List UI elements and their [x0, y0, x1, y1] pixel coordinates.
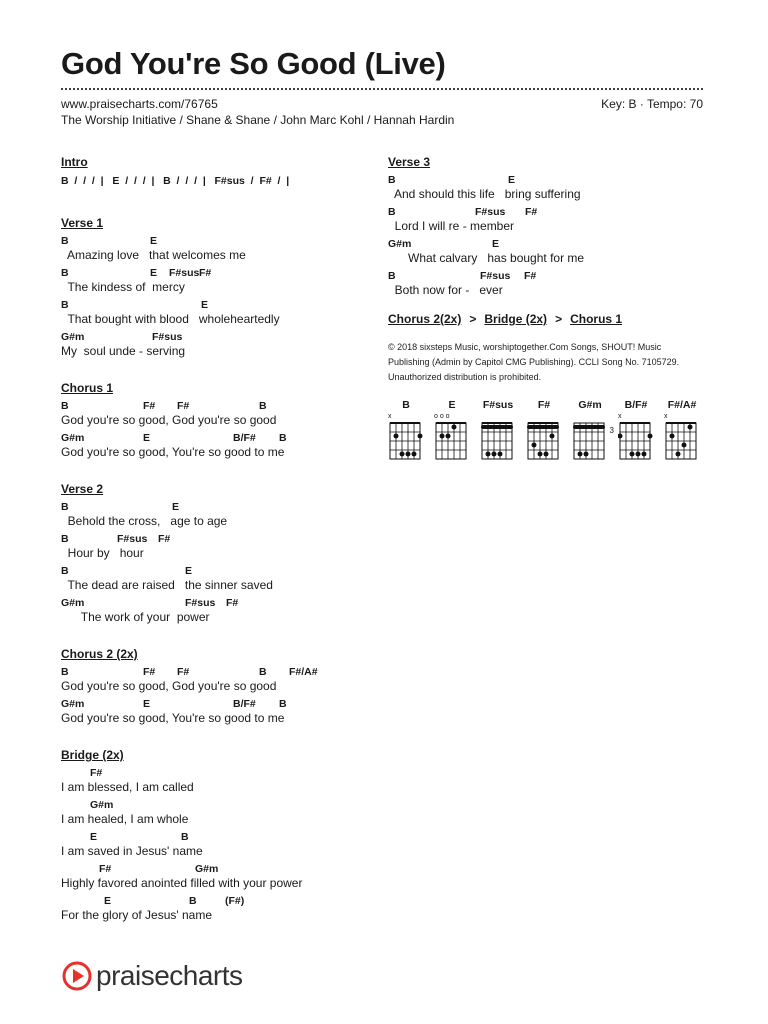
lyric-line: [61, 666, 381, 698]
lyric: What calvary has bought for me: [388, 251, 585, 265]
chord: G#m: [90, 799, 114, 811]
lyric: God you're so good, God you're so good: [61, 679, 277, 693]
section-verse-2: [61, 481, 381, 629]
chord: F#sus: [480, 270, 511, 282]
chord: E: [143, 432, 151, 444]
chord: B: [388, 206, 396, 218]
key-tempo: Key: B · Tempo: 70: [601, 97, 703, 111]
chord: F#sus: [475, 206, 506, 218]
string-marks: o o o: [434, 413, 450, 420]
song-url[interactable]: www.praisecharts.com/76765: [61, 97, 218, 111]
chord: F#: [177, 666, 190, 678]
chord: G#m: [195, 863, 219, 875]
chord: B: [61, 565, 69, 577]
lyric: I am blessed, I am called: [61, 780, 194, 794]
chord: B: [61, 400, 69, 412]
lyric-line: [61, 799, 381, 831]
chord-name: B: [402, 399, 410, 411]
lyric-line: [61, 698, 381, 730]
flow-chorus-2[interactable]: Chorus 2(2x): [388, 312, 462, 326]
song-authors: The Worship Initiative / Shane & Shane / John Marc Kohl / Hannah Hardin: [61, 113, 455, 127]
chord-name: E: [448, 399, 456, 411]
chord: B: [189, 895, 197, 907]
lyric: The work of your power: [61, 610, 210, 624]
chord: B: [61, 666, 69, 678]
lyric-line: [61, 400, 381, 432]
chord: F#: [226, 597, 239, 609]
chord-diagram: [572, 399, 614, 461]
chord: F#/A#: [289, 666, 318, 678]
right-column: [388, 154, 708, 461]
chord-name: F#: [537, 399, 551, 411]
lyric-line: [61, 533, 381, 565]
section-title: Chorus 2 (2x): [61, 647, 138, 661]
flow-separator: >: [469, 312, 477, 326]
lyric-line: [61, 331, 381, 363]
chord: G#m: [388, 238, 412, 250]
lyric-line: [61, 267, 381, 299]
chord-diagram: [480, 399, 516, 461]
lyric-line: [61, 597, 381, 629]
chord: F#sus: [152, 331, 183, 343]
chord: E: [508, 174, 516, 186]
flow-separator: >: [555, 312, 563, 326]
flow-bridge[interactable]: Bridge (2x): [484, 312, 548, 326]
section-title: Chorus 1: [61, 381, 114, 395]
section-title: Bridge (2x): [61, 748, 124, 762]
lyric-line: [388, 206, 708, 238]
chord: B: [61, 501, 69, 513]
lyric-line: [61, 565, 381, 597]
play-icon: [62, 961, 92, 991]
chord: B: [388, 174, 396, 186]
intro-chords: B / / / | E / / / | B / / / | F#sus / F# / |: [61, 175, 290, 187]
lyric-line: [61, 299, 381, 331]
lyric: I am saved in Jesus' name: [61, 844, 203, 858]
chord-diagram-fsharpsus-icon: [480, 421, 516, 461]
flow-chorus-1[interactable]: Chorus 1: [570, 312, 623, 326]
chord: F#sus: [169, 267, 200, 279]
lyric-line: [61, 767, 381, 799]
chord: G#m: [61, 432, 85, 444]
chord: B: [279, 698, 287, 710]
chord: F#: [143, 666, 156, 678]
chord: E: [143, 698, 151, 710]
chord-diagram-fsharp-icon: [526, 421, 562, 461]
lyric: Amazing love that welcomes me: [61, 248, 246, 262]
lyric: God you're so good, You're so good to me: [61, 445, 285, 459]
lyric-line: [61, 831, 381, 863]
chord: B: [61, 299, 69, 311]
lyric-line: [61, 501, 381, 533]
section-title: Intro: [61, 155, 88, 169]
chord: E: [201, 299, 209, 311]
section-chorus-2: [61, 646, 381, 730]
chord: B: [61, 533, 69, 545]
chord: F#: [158, 533, 171, 545]
lyric: God you're so good, God you're so good: [61, 413, 277, 427]
section-title: Verse 1: [61, 216, 104, 230]
left-column: [61, 154, 381, 944]
lyric-line: [61, 863, 381, 895]
chord: E: [185, 565, 193, 577]
fret-number: 3: [609, 426, 614, 435]
chord: B: [181, 831, 189, 843]
chord: B: [61, 267, 69, 279]
lyric: God you're so good, You're so good to me: [61, 711, 285, 725]
copyright-notice: © 2018 sixsteps Music, worshiptogether.Com Songs, SHOUT! Music Publishing (Admin by Capitol CMG Publishing). CCLI Song No. 7105729. Unauthorized distribution is prohibited.: [388, 342, 680, 382]
string-marks: [480, 413, 516, 421]
chord: E: [104, 895, 112, 907]
lyric: I am healed, I am whole: [61, 812, 189, 826]
lyric-line: [388, 238, 708, 270]
chord: (F#): [225, 895, 245, 907]
chord: G#m: [61, 331, 85, 343]
praisecharts-logo[interactable]: [62, 960, 243, 992]
chord: B: [388, 270, 396, 282]
chord: F#: [177, 400, 190, 412]
chord: G#m: [61, 698, 85, 710]
chord: F#: [525, 206, 538, 218]
lyric-line: [388, 270, 708, 302]
section-bridge: [61, 747, 381, 927]
chord-diagrams: [388, 399, 708, 461]
lyric: Hour by hour: [61, 546, 144, 560]
chord: B/F#: [233, 698, 256, 710]
chord: B: [61, 235, 69, 247]
chord: F#sus: [117, 533, 148, 545]
section-chorus-1: [61, 380, 381, 464]
lyric-line: [61, 432, 381, 464]
chord-name: F#/A#: [667, 399, 697, 411]
chord-diagram-b-icon: [388, 421, 424, 461]
chord: F#: [99, 863, 112, 875]
chord: E: [150, 235, 158, 247]
chord-diagram: [618, 399, 654, 461]
string-marks: x: [664, 413, 668, 420]
lyric: Highly favored anointed filled with your power: [61, 876, 303, 890]
chord-diagram-b-over-fsharp-icon: [618, 421, 654, 461]
chord-diagram: [526, 399, 562, 461]
song-flow: [388, 312, 708, 326]
chord: E: [90, 831, 98, 843]
chord: E: [150, 267, 158, 279]
string-marks: [526, 413, 562, 421]
section-title: Verse 3: [388, 155, 431, 169]
chord-diagram: [664, 399, 700, 461]
lyric: Behold the cross, age to age: [61, 514, 228, 528]
lyric: My soul unde - serving: [61, 344, 186, 358]
chord: F#: [143, 400, 156, 412]
chord-name: G#m: [578, 399, 602, 411]
section-verse-3: [388, 154, 708, 302]
section-title: Verse 2: [61, 482, 104, 496]
chord-name: B/F#: [624, 399, 648, 411]
string-marks: x: [618, 413, 622, 420]
chord: F#sus: [185, 597, 216, 609]
lyric: That bought with blood wholeheartedly: [61, 312, 280, 326]
lyric: For the glory of Jesus' name: [61, 908, 213, 922]
string-marks: x: [388, 413, 392, 420]
section-verse-1: [61, 215, 381, 363]
lyric: Both now for - ever: [388, 283, 503, 297]
title-divider: [61, 88, 703, 90]
lyric-line: [61, 895, 381, 927]
string-marks: [572, 413, 608, 421]
lyric: Lord I will re - member: [388, 219, 515, 233]
logo-text: praisecharts: [96, 960, 243, 991]
lyric-line: [388, 174, 708, 206]
chord: B: [259, 400, 267, 412]
lyric: The dead are raised the sinner saved: [61, 578, 273, 592]
chord-name: F#sus: [482, 399, 514, 411]
chord: E: [172, 501, 180, 513]
chord: F#: [524, 270, 537, 282]
chord-diagram-e-icon: [434, 421, 470, 461]
lyric-line: [61, 235, 381, 267]
lyric: And should this life bring suffering: [388, 187, 581, 201]
chord-diagram: [434, 399, 470, 461]
section-intro: [61, 154, 381, 198]
chord: G#m: [61, 597, 85, 609]
song-title: God You're So Good (Live): [61, 46, 446, 81]
chord: F#: [199, 267, 212, 279]
chord: E: [492, 238, 500, 250]
lyric: The kindess of mercy: [61, 280, 185, 294]
chord-diagram: [388, 399, 424, 461]
chord-diagram-gsharpm-icon: [572, 421, 608, 461]
chord: F#: [90, 767, 103, 779]
chord: B: [259, 666, 267, 678]
chord-diagram-fsharp-over-asharp-icon: [664, 421, 700, 461]
chord: B: [279, 432, 287, 444]
chord: B/F#: [233, 432, 256, 444]
